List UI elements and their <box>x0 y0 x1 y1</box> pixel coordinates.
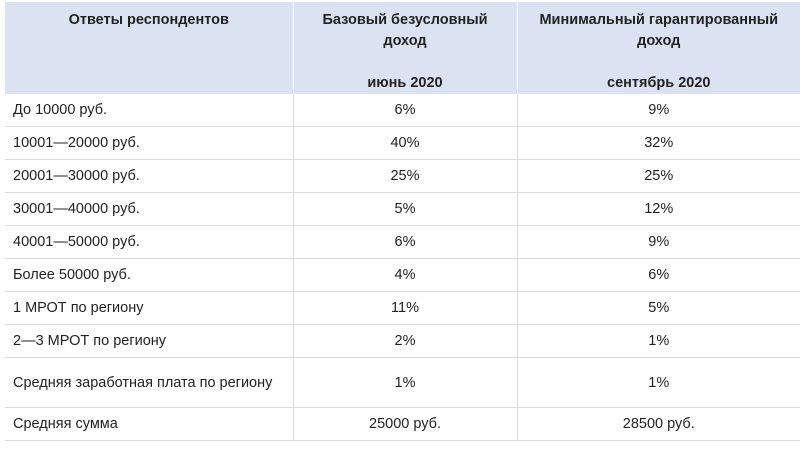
row-label: Средняя заработная плата по региону <box>5 358 293 408</box>
header-minimal-income-title: Минимальный гарантированный доход <box>539 12 779 49</box>
row-minimal-value: 12% <box>517 193 800 226</box>
row-label: 2—3 МРОТ по региону <box>5 325 293 358</box>
table-row <box>5 408 800 441</box>
row-basic-value: 1% <box>293 358 517 408</box>
row-label: Средняя сумма <box>5 408 293 441</box>
row-minimal-value: 1% <box>517 325 800 358</box>
row-minimal-value: 6% <box>517 259 800 292</box>
table-row <box>5 325 800 358</box>
header-minimal-income-date: сентябрь 2020 <box>607 75 711 91</box>
row-basic-value: 25% <box>293 160 517 193</box>
table-body <box>5 94 800 441</box>
row-label: 10001—20000 руб. <box>5 127 293 160</box>
header-row <box>5 2 800 94</box>
table-row <box>5 292 800 325</box>
row-minimal-value: 32% <box>517 127 800 160</box>
row-minimal-value: 25% <box>517 160 800 193</box>
header-basic-income <box>293 2 517 94</box>
row-basic-value: 6% <box>293 94 517 127</box>
row-label: 40001—50000 руб. <box>5 226 293 259</box>
table-row <box>5 193 800 226</box>
header-respondents-label: Ответы респондентов <box>68 12 229 28</box>
row-minimal-value: 1% <box>517 358 800 408</box>
table-row <box>5 358 800 408</box>
table-row <box>5 94 800 127</box>
row-basic-value: 11% <box>293 292 517 325</box>
table-row <box>5 127 800 160</box>
row-basic-value: 4% <box>293 259 517 292</box>
row-basic-value: 40% <box>293 127 517 160</box>
table-header <box>5 2 800 94</box>
row-label: 1 МРОТ по региону <box>5 292 293 325</box>
header-basic-income-title: Базовый безусловный доход <box>322 12 488 49</box>
row-minimal-value: 5% <box>517 292 800 325</box>
row-label: Более 50000 руб. <box>5 259 293 292</box>
survey-results-table <box>5 2 800 441</box>
header-respondents <box>5 2 293 94</box>
row-minimal-value: 9% <box>517 94 800 127</box>
row-minimal-value: 9% <box>517 226 800 259</box>
header-minimal-income <box>517 2 800 94</box>
table-row <box>5 259 800 292</box>
row-basic-value: 2% <box>293 325 517 358</box>
table-row <box>5 160 800 193</box>
row-label: До 10000 руб. <box>5 94 293 127</box>
row-basic-value: 6% <box>293 226 517 259</box>
row-label: 30001—40000 руб. <box>5 193 293 226</box>
row-minimal-value: 28500 руб. <box>517 408 800 441</box>
survey-table-container <box>5 2 800 441</box>
header-basic-income-date: июнь 2020 <box>367 75 443 91</box>
row-basic-value: 25000 руб. <box>293 408 517 441</box>
table-row <box>5 226 800 259</box>
row-basic-value: 5% <box>293 193 517 226</box>
row-label: 20001—30000 руб. <box>5 160 293 193</box>
